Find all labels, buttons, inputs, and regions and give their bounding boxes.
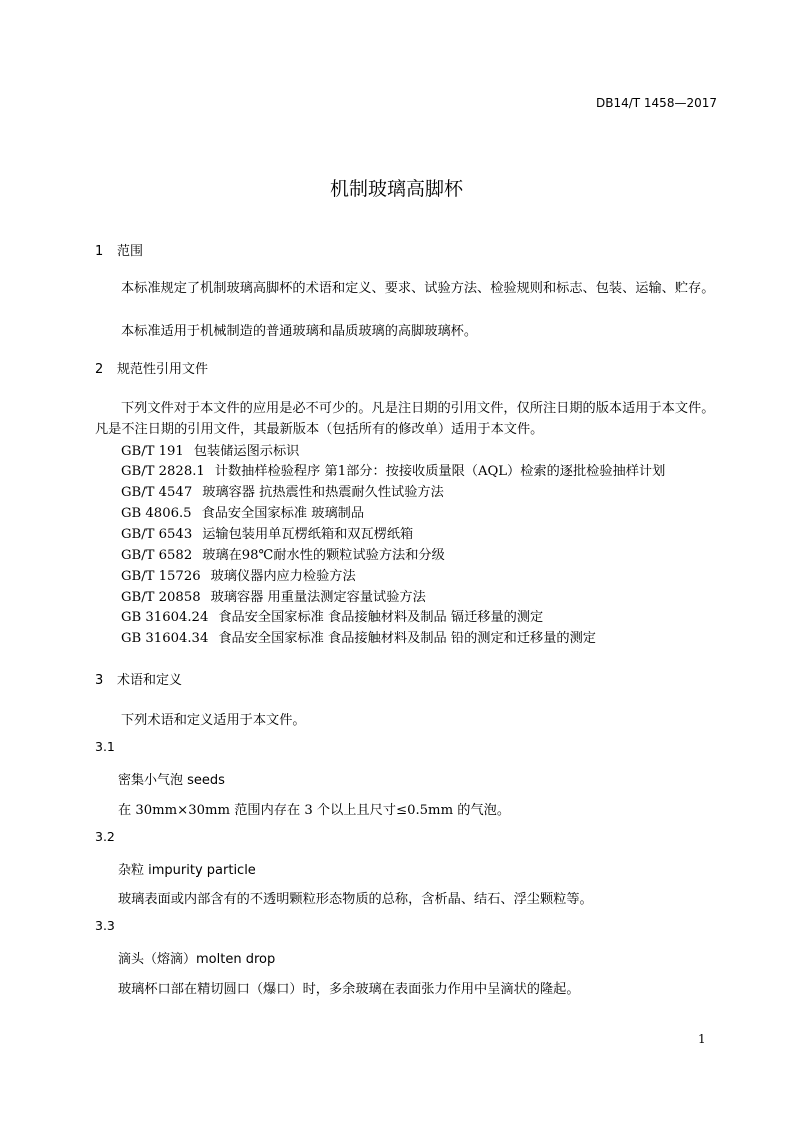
term-number: 3.2 [95,829,115,844]
reference-title: 食品安全国家标准 食品接触材料及制品 镉迁移量的测定 [218,610,544,625]
term-definition: 玻璃表面或内部含有的不透明颗粒形态物质的总称，含析晶、结石、浮尘颗粒等。 [118,892,593,907]
reference-code: GB/T 191 [121,444,184,459]
reference-item [121,502,364,521]
reference-title: 食品安全国家标准 食品接触材料及制品 铅的测定和迁移量的测定 [218,631,596,646]
reference-item [121,606,543,625]
scope-paragraph-2: 本标准适用于机械制造的普通玻璃和晶质玻璃的高脚玻璃杯。 [121,324,478,339]
reference-title: 玻璃在98℃耐水性的颗粒试验方法和分级 [202,548,445,563]
reference-code: GB 31604.34 [121,631,209,646]
term-definition: 玻璃杯口部在精切圆口（爆口）时，多余玻璃在表面张力作用中呈滴状的隆起。 [118,982,580,997]
reference-title: 玻璃仪器内应力检验方法 [210,569,356,584]
reference-code: GB/T 6582 [121,548,193,563]
reference-item [121,523,413,542]
section-number: 3 [95,673,104,688]
reference-code: GB/T 15726 [121,569,201,584]
reference-item [121,586,426,605]
section-title: 规范性引用文件 [117,362,209,377]
term-name: 杂粒 impurity particle [118,863,256,878]
section-2-heading [95,358,208,377]
section-1-heading [95,240,143,259]
section-3-heading [95,669,182,688]
terms-intro: 下列术语和定义适用于本文件。 [121,713,306,728]
section-number: 2 [95,362,104,377]
references-intro: 下列文件对于本文件的应用是必不可少的。凡是注日期的引用文件，仅所注日期的版本适用于本文件。凡是不注日期的引用文件，其最新版本（包括所有的修改单）适用于本文件。 [95,401,715,437]
document-code: DB14/T 1458—2017 [595,96,717,110]
term-number: 3.3 [95,918,115,933]
scope-paragraph-1: 本标准规定了机制玻璃高脚杯的术语和定义、要求、试验方法、检验规则和标志、包装、运输、贮存。 [121,281,715,296]
term-definition: 在 30mm×30mm 范围内存在 3 个以上且尺寸≤0.5mm 的气泡。 [118,803,511,818]
reference-title: 包装储运图示标识 [193,444,300,459]
section-number: 1 [95,244,104,259]
section-title: 术语和定义 [117,673,183,688]
reference-item [121,481,444,500]
reference-code: GB/T 6543 [121,527,193,542]
reference-item [121,460,665,479]
section-title: 范围 [117,244,144,259]
reference-code: GB 31604.24 [121,610,209,625]
reference-code: GB/T 4547 [121,485,193,500]
reference-item [121,565,356,584]
document-title: 机制玻璃高脚杯 [329,178,463,200]
page-number: 1 [698,1032,706,1046]
reference-item [121,440,299,459]
reference-title: 玻璃容器 抗热震性和热震耐久性试验方法 [202,485,444,500]
reference-title: 玻璃容器 用重量法测定容量试验方法 [210,590,426,605]
reference-title: 食品安全国家标准 玻璃制品 [201,506,365,521]
reference-code: GB 4806.5 [121,506,192,521]
term-name: 密集小气泡 seeds [118,773,225,788]
term-name: 滴头（熔滴）molten drop [118,952,276,967]
reference-item [121,544,445,563]
reference-code: GB/T 20858 [121,590,201,605]
reference-code: GB/T 2828.1 [121,464,205,479]
term-number: 3.1 [95,739,115,754]
reference-title: 运输包装用单瓦楞纸箱和双瓦楞纸箱 [202,527,414,542]
reference-title: 计数抽样检验程序 第1部分：按接收质量限（AQL）检索的逐批检验抽样计划 [214,464,666,479]
reference-item [121,627,596,646]
